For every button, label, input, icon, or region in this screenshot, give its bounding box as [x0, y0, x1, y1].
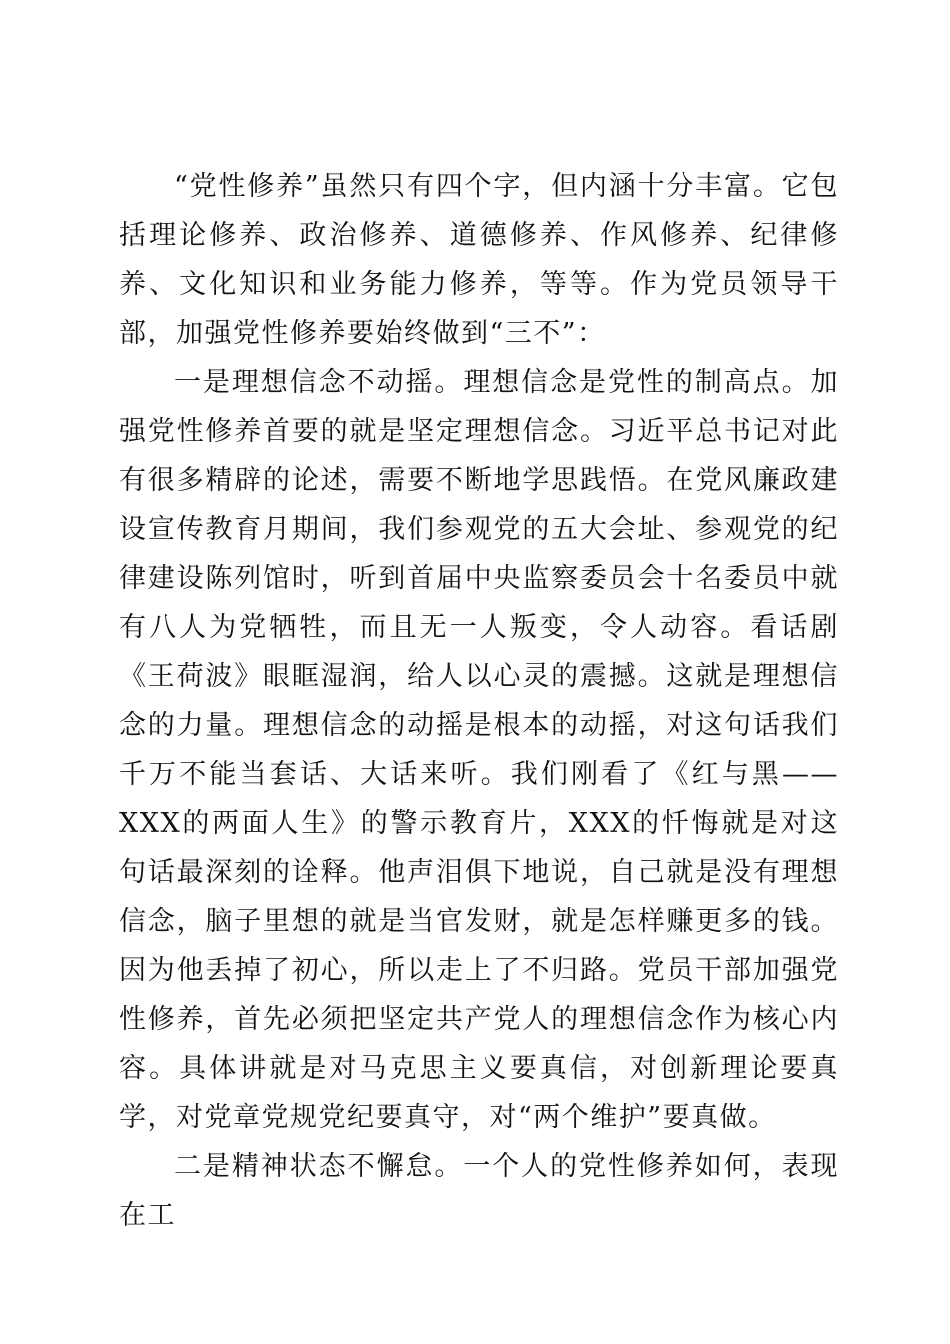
paragraph-point-one: 一是理想信念不动摇。理想信念是党性的制高点。加强党性修养首要的就是坚定理想信念。习近平总书记对此有很多精辟的论述，需要不断地学思践悟。在党风廉政建设宣传教育月期间，我们参观党的五大会址、参观党的纪律建设陈列馆时，听到首届中央监察委员会十名委员中就有八人为党牺牲，而且无一人叛变，令人动容。看话剧《王荷波》眼眶湿润，给人以心灵的震撼。这就是理想信念的力量。理想信念的动摇是根本的动摇，对这句话我们千万不能当套话、大话来听。我们刚看了《红与黑——XXX的两面人生》的警示教育片，XXX的忏悔就是对这句话最深刻的诠释。他声泪俱下地说，自己就是没有理想信念，脑子里想的就是当官发财，就是怎样赚更多的钱。因为他丢掉了初心，所以走上了不归路。党员干部加强党性修养，首先必须把坚定共产党人的理想信念作为核心内容。具体讲就是对马克思主义要真信，对创新理论要真学，对党章党规党纪要真守，对“两个维护”要真做。 [119, 367, 839, 1133]
paragraph-point-two: 二是精神状态不懈怠。一个人的党性修养如何，表现在工 [119, 1151, 839, 1231]
document-body [119, 162, 839, 1240]
paragraph-intro: “党性修养”虽然只有四个字，但内涵十分丰富。它包括理论修养、政治修养、道德修养、作风修养、纪律修养、文化知识和业务能力修养，等等。作为党员领导干部，加强党性修养要始终做到“三不”： [119, 171, 839, 349]
